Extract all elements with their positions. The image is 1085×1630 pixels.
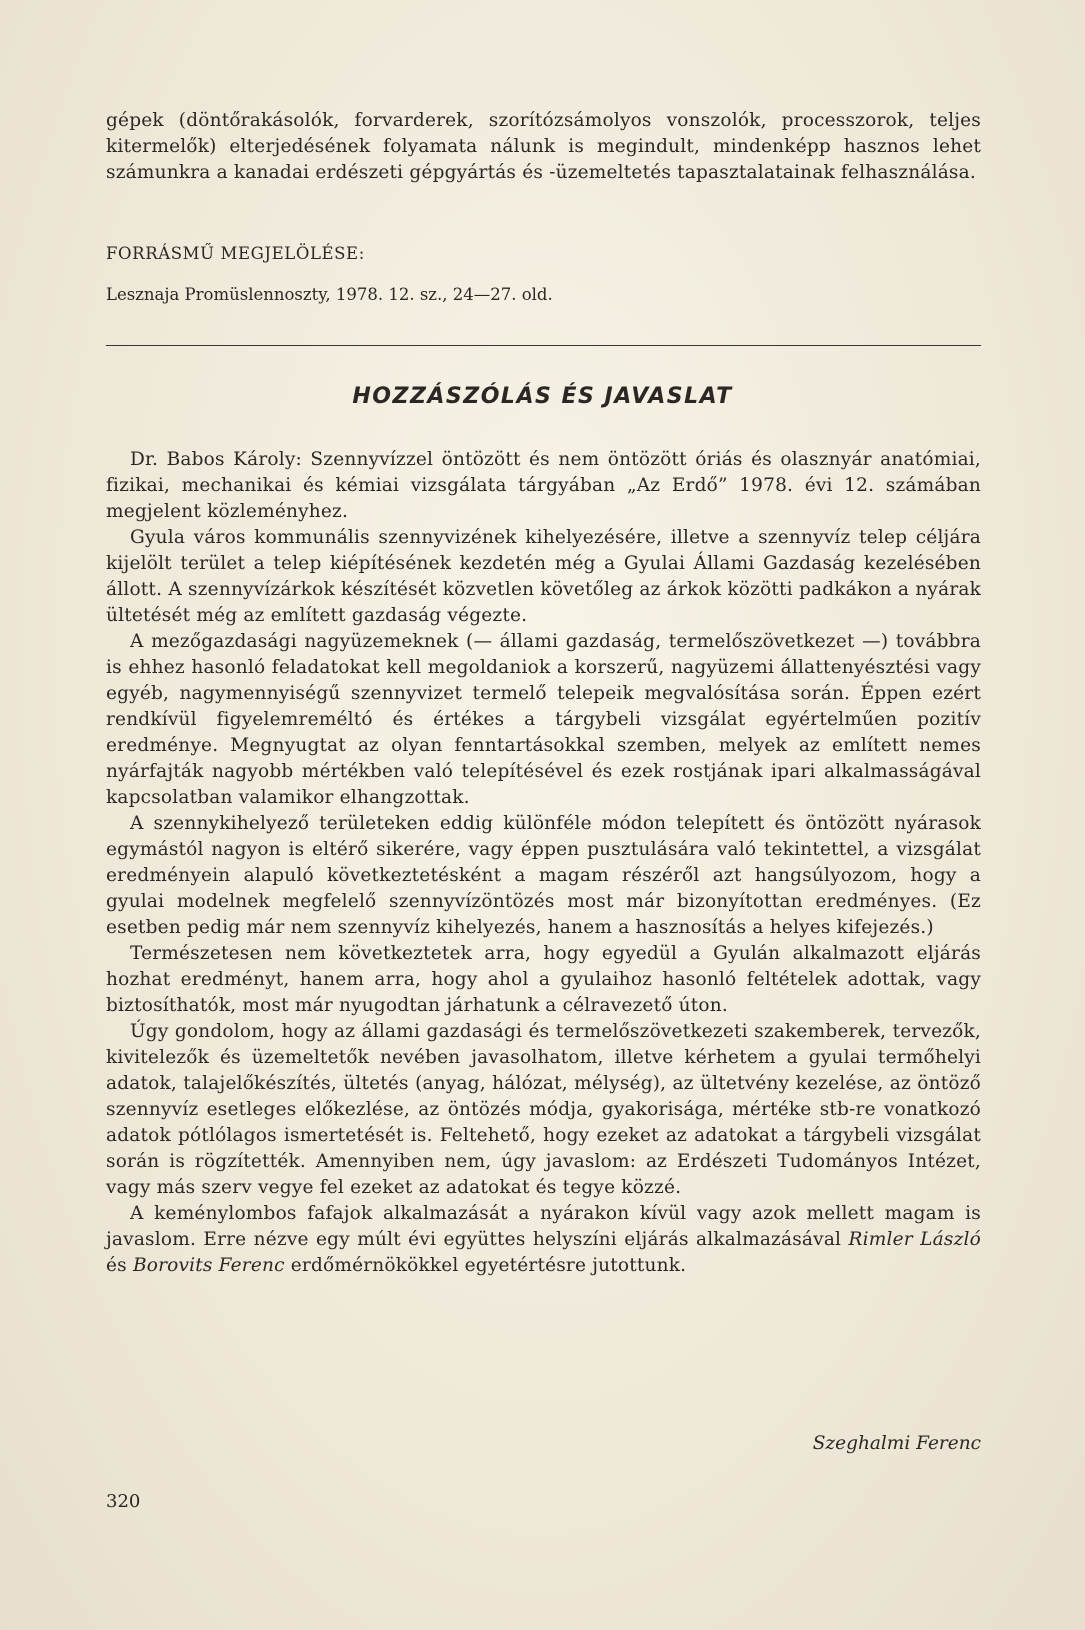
paragraph-7-text-b: és — [106, 1255, 133, 1276]
section-title: HOZZÁSZÓLÁS ÉS JAVASLAT — [352, 384, 733, 409]
paragraph-7-text-a: A keménylombos fafajok alkalmazását a nyárakon kívül vagy azok mellett magam is javaslom. Erre nézve egy múlt évi együttes helyszíni eljárás alkalmazásával — [106, 1203, 981, 1250]
source-reference: Lesznaja Promüslennoszty, 1978. 12. sz., 24—27. old. — [106, 285, 553, 304]
author-signature: Szeghalmi Ferenc — [812, 1433, 981, 1454]
person-name-rimler: Rimler László — [848, 1229, 981, 1250]
paragraph-4: A szennykihelyező területeken eddig különféle módon telepített és öntözött nyárasok egymástól nagyon is eltérő sikerére, vagy éppen pusztulására való tekintettel, a vizsgálat eredményein alapuló következtetésként a magam részéről azt hangsúlyozom, hogy a gyulai modelnek megfelelő szennyvízöntözés most már bizonyítottan eredményes. (Ez esetben pedig már nem szennyvíz kihelyezés, hanem a hasznosítás a helyes kifejezés.) — [106, 813, 981, 938]
article-body — [106, 447, 981, 1279]
intro-paragraph: gépek (döntőrakásolók, forvarderek, szorítózsámolyos vonszolók, processzorok, teljes kitermelők) elterjedésének folyamata nálunk is megindult, mindenképp hasznos lehet számunkra a kanadai erdészeti gépgyártás és -üzemeltetés tapasztalatainak felhasználása. — [106, 110, 981, 183]
paragraph-5: Természetesen nem következtetek arra, hogy egyedül a Gyulán alkalmazott eljárás hozhat eredményt, hanem arra, hogy ahol a gyulaihoz hasonló feltételek adottak, vagy biztosíthatók, most már nyugodtan járhatunk a célravezető úton. — [106, 943, 981, 1016]
section-divider — [106, 345, 981, 346]
person-name-borovits: Borovits Ferenc — [132, 1255, 285, 1276]
paragraph-7-text-c: erdőmérnökökkel egyetértésre jutottunk. — [284, 1255, 687, 1276]
source-heading: FORRÁSMŰ MEGJELÖLÉSE: — [106, 244, 365, 263]
paragraph-7 — [106, 1201, 981, 1279]
paragraph-6: Úgy gondolom, hogy az állami gazdasági és termelőszövetkezeti szakemberek, tervezők, kivitelezők és üzemeltetők nevében javasolhatom, illetve kérhetem a gyulai termőhelyi adatok, talajelőkészítés, ültetés (anyag, hálózat, mélység), az ültetvény kezelése, az öntöző szennyvíz esetleges előkezlése, az öntözés módja, gyakorisága, mértéke stb-re vonatkozó adatok pótlólagos ismertetését is. Feltehető, hogy ezeket az adatokat a tárgybeli vizsgálat során is rögzítették. Amennyiben nem, úgy javaslom: az Erdészeti Tudományos Intézet, vagy más szerv vegye fel ezeket az adatokat és tegye közzé. — [106, 1021, 981, 1198]
page-number: 320 — [106, 1491, 141, 1512]
intro-block — [106, 108, 981, 186]
paragraph-2: Gyula város kommunális szennyvizének kihelyezésére, illetve a szennyvíz telep céljára kijelölt terület a telep kiépítésének kezdetén még a Gyulai Állami Gazdaság kezelésében állott. A szennyvízárkok készítését közvetlen követőleg az árkok közötti padkákon a nyárak ültetését még az említett gazdaság végezte. — [106, 527, 981, 626]
paragraph-1: Dr. Babos Károly: Szennyvízzel öntözött és nem öntözött óriás és olasznyár anatómiai, fizikai, mechanikai és kémiai vizsgálata tárgyában „Az Erdő” 1978. évi 12. számában megjelent közleményhez. — [106, 449, 981, 522]
paragraph-3: A mezőgazdasági nagyüzemeknek (— állami gazdaság, termelőszövetkezet —) továbbra is ehhez hasonló feladatokat kell megoldaniok a korszerű, nagyüzemi állattenyésztési vagy egyéb, nagymennyiségű szennyvizet termelő telepeik megvalósítása során. Éppen ezért rendkívül figyelemreméltó és értékes a tárgybeli vizsgálat egyértelműen pozitív eredménye. Megnyugtat az olyan fenntartásokkal szemben, melyek az említett nemes nyárfajták nagyobb mértékben való telepítésével és ezek rostjának ipari alkalmasságával kapcsolatban valamikor elhangzottak. — [106, 631, 981, 808]
